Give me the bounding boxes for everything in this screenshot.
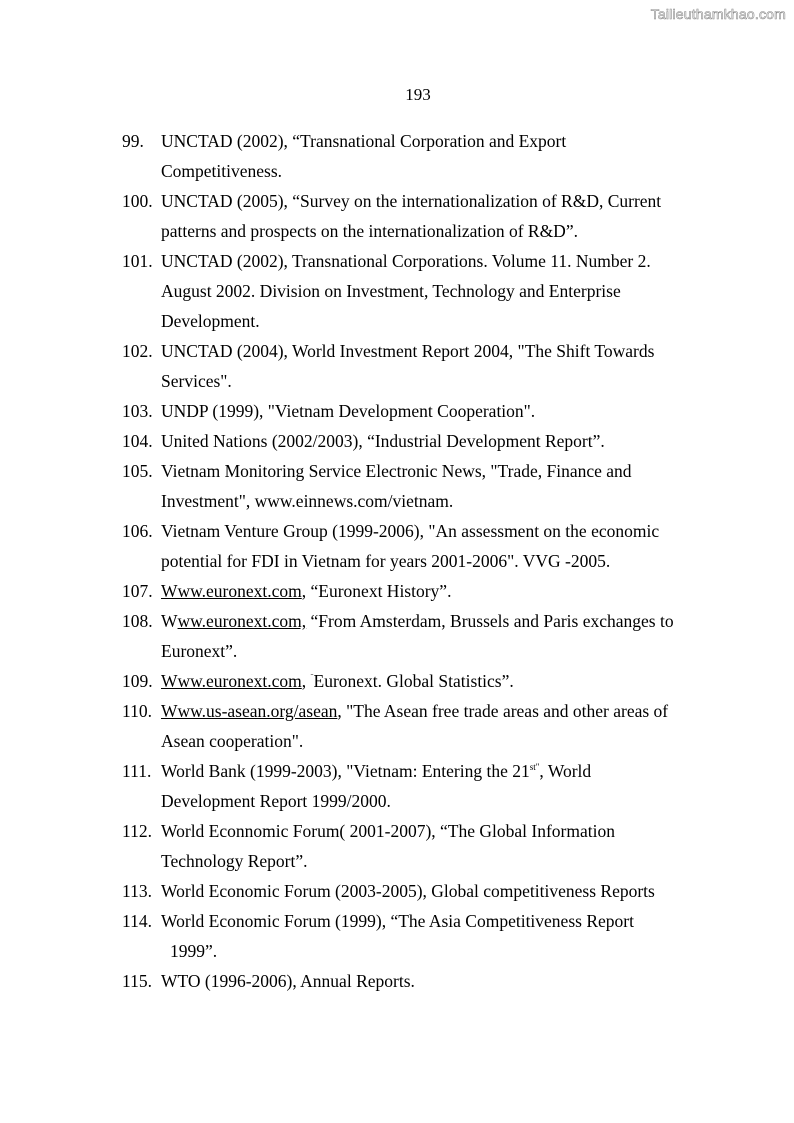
reference-item [122, 816, 722, 876]
reference-text: “From Amsterdam, Brussels and Paris exchanges to [306, 611, 674, 631]
reference-item [122, 246, 722, 336]
reference-line: potential for FDI in Vietnam for years 2001-2006". VVG -2005. [161, 551, 611, 571]
reference-line: patterns and prospects on the internationalization of R&D”. [161, 221, 578, 241]
reference-number: 100. [122, 191, 153, 211]
stray-quote-mark: ¨ [310, 672, 314, 682]
reference-item [122, 396, 722, 426]
reference-number: 102. [122, 341, 153, 361]
reference-line: Investment", www.einnews.com/vietnam. [161, 491, 454, 511]
reference-text: , “Euronext History”. [301, 581, 452, 601]
reference-line: 1999”. [170, 941, 218, 961]
reference-item [122, 426, 722, 456]
reference-line: Services". [161, 371, 232, 391]
reference-line [161, 756, 722, 786]
reference-line: World Economic Forum (1999), “The Asia Competitiveness Report [161, 911, 634, 931]
reference-link[interactable]: Www.us-asean.org/asean [161, 701, 338, 721]
reference-line: World Economic Forum (2003-2005), Global competitiveness Reports [161, 881, 655, 901]
reference-number: 107. [122, 581, 153, 601]
reference-item [122, 756, 722, 816]
reference-line: Euronext”. [161, 641, 238, 661]
reference-line: World Econnomic Forum( 2001-2007), “The Global Information [161, 821, 615, 841]
reference-text: , "The Asean free trade areas and other areas of [337, 701, 669, 721]
reference-line: Competitiveness. [161, 161, 283, 181]
reference-number: 113. [122, 881, 152, 901]
reference-line: August 2002. Division on Investment, Technology and Enterprise [161, 281, 621, 301]
reference-number: 105. [122, 461, 153, 481]
reference-line: WTO (1996-2006), Annual Reports. [161, 971, 415, 991]
reference-number: 114. [122, 911, 152, 931]
reference-line [161, 666, 722, 696]
reference-number: 109. [122, 671, 153, 691]
reference-item [122, 906, 722, 966]
reference-item [122, 666, 722, 696]
reference-line: UNCTAD (2002), Transnational Corporations. Volume 11. Number 2. [161, 251, 651, 271]
reference-text: World Bank (1999-2003), "Vietnam: Entering the 21 [161, 761, 530, 781]
reference-line: Vietnam Monitoring Service Electronic News, "Trade, Finance and [161, 461, 632, 481]
reference-item [122, 336, 722, 396]
reference-item [122, 456, 722, 516]
reference-line [161, 576, 722, 606]
reference-line: United Nations (2002/2003), “Industrial Development Report”. [161, 431, 605, 451]
reference-number: 101. [122, 251, 153, 271]
reference-text: Euronext. Global Statistics”. [313, 671, 514, 691]
reference-number: 108. [122, 611, 153, 631]
reference-text: , World [539, 761, 592, 781]
reference-line: UNCTAD (2005), “Survey on the internationalization of R&D, Current [161, 191, 662, 211]
reference-number: 106. [122, 521, 153, 541]
page-number: 193 [405, 85, 431, 104]
reference-line: UNCTAD (2002), “Transnational Corporation and Export [161, 131, 567, 151]
reference-item [122, 516, 722, 576]
reference-line: UNDP (1999), "Vietnam Development Cooperation". [161, 401, 536, 421]
reference-link[interactable]: Www.euronext.com [161, 671, 302, 691]
reference-list [122, 126, 722, 996]
reference-number: 103. [122, 401, 153, 421]
reference-line: Development. [161, 311, 260, 331]
reference-item [122, 696, 722, 756]
reference-number: 111. [122, 761, 152, 781]
reference-text: , [301, 671, 311, 691]
reference-item [122, 186, 722, 246]
reference-line [161, 606, 722, 636]
superscript: st" [529, 762, 540, 772]
reference-item [122, 606, 722, 666]
reference-line: Technology Report”. [161, 851, 308, 871]
reference-line: Asean cooperation". [161, 731, 304, 751]
reference-item [122, 966, 722, 996]
reference-number: 115. [122, 971, 152, 991]
reference-line [161, 696, 722, 726]
reference-item [122, 576, 722, 606]
reference-number: 112. [122, 821, 152, 841]
reference-line: UNCTAD (2004), World Investment Report 2004, "The Shift Towards [161, 341, 655, 361]
reference-link[interactable]: ww.euronext.com, [177, 611, 307, 631]
watermark: Tailieuthamkhao.com [650, 6, 786, 22]
reference-link[interactable]: Www.euronext.com [161, 581, 302, 601]
reference-item [122, 126, 722, 186]
reference-line: Vietnam Venture Group (1999-2006), "An assessment on the economic [161, 521, 660, 541]
reference-number: 104. [122, 431, 153, 451]
reference-number: 110. [122, 701, 152, 721]
reference-item [122, 876, 722, 906]
reference-line: Development Report 1999/2000. [161, 791, 391, 811]
reference-text: W [161, 611, 178, 631]
reference-number: 99. [122, 131, 144, 151]
